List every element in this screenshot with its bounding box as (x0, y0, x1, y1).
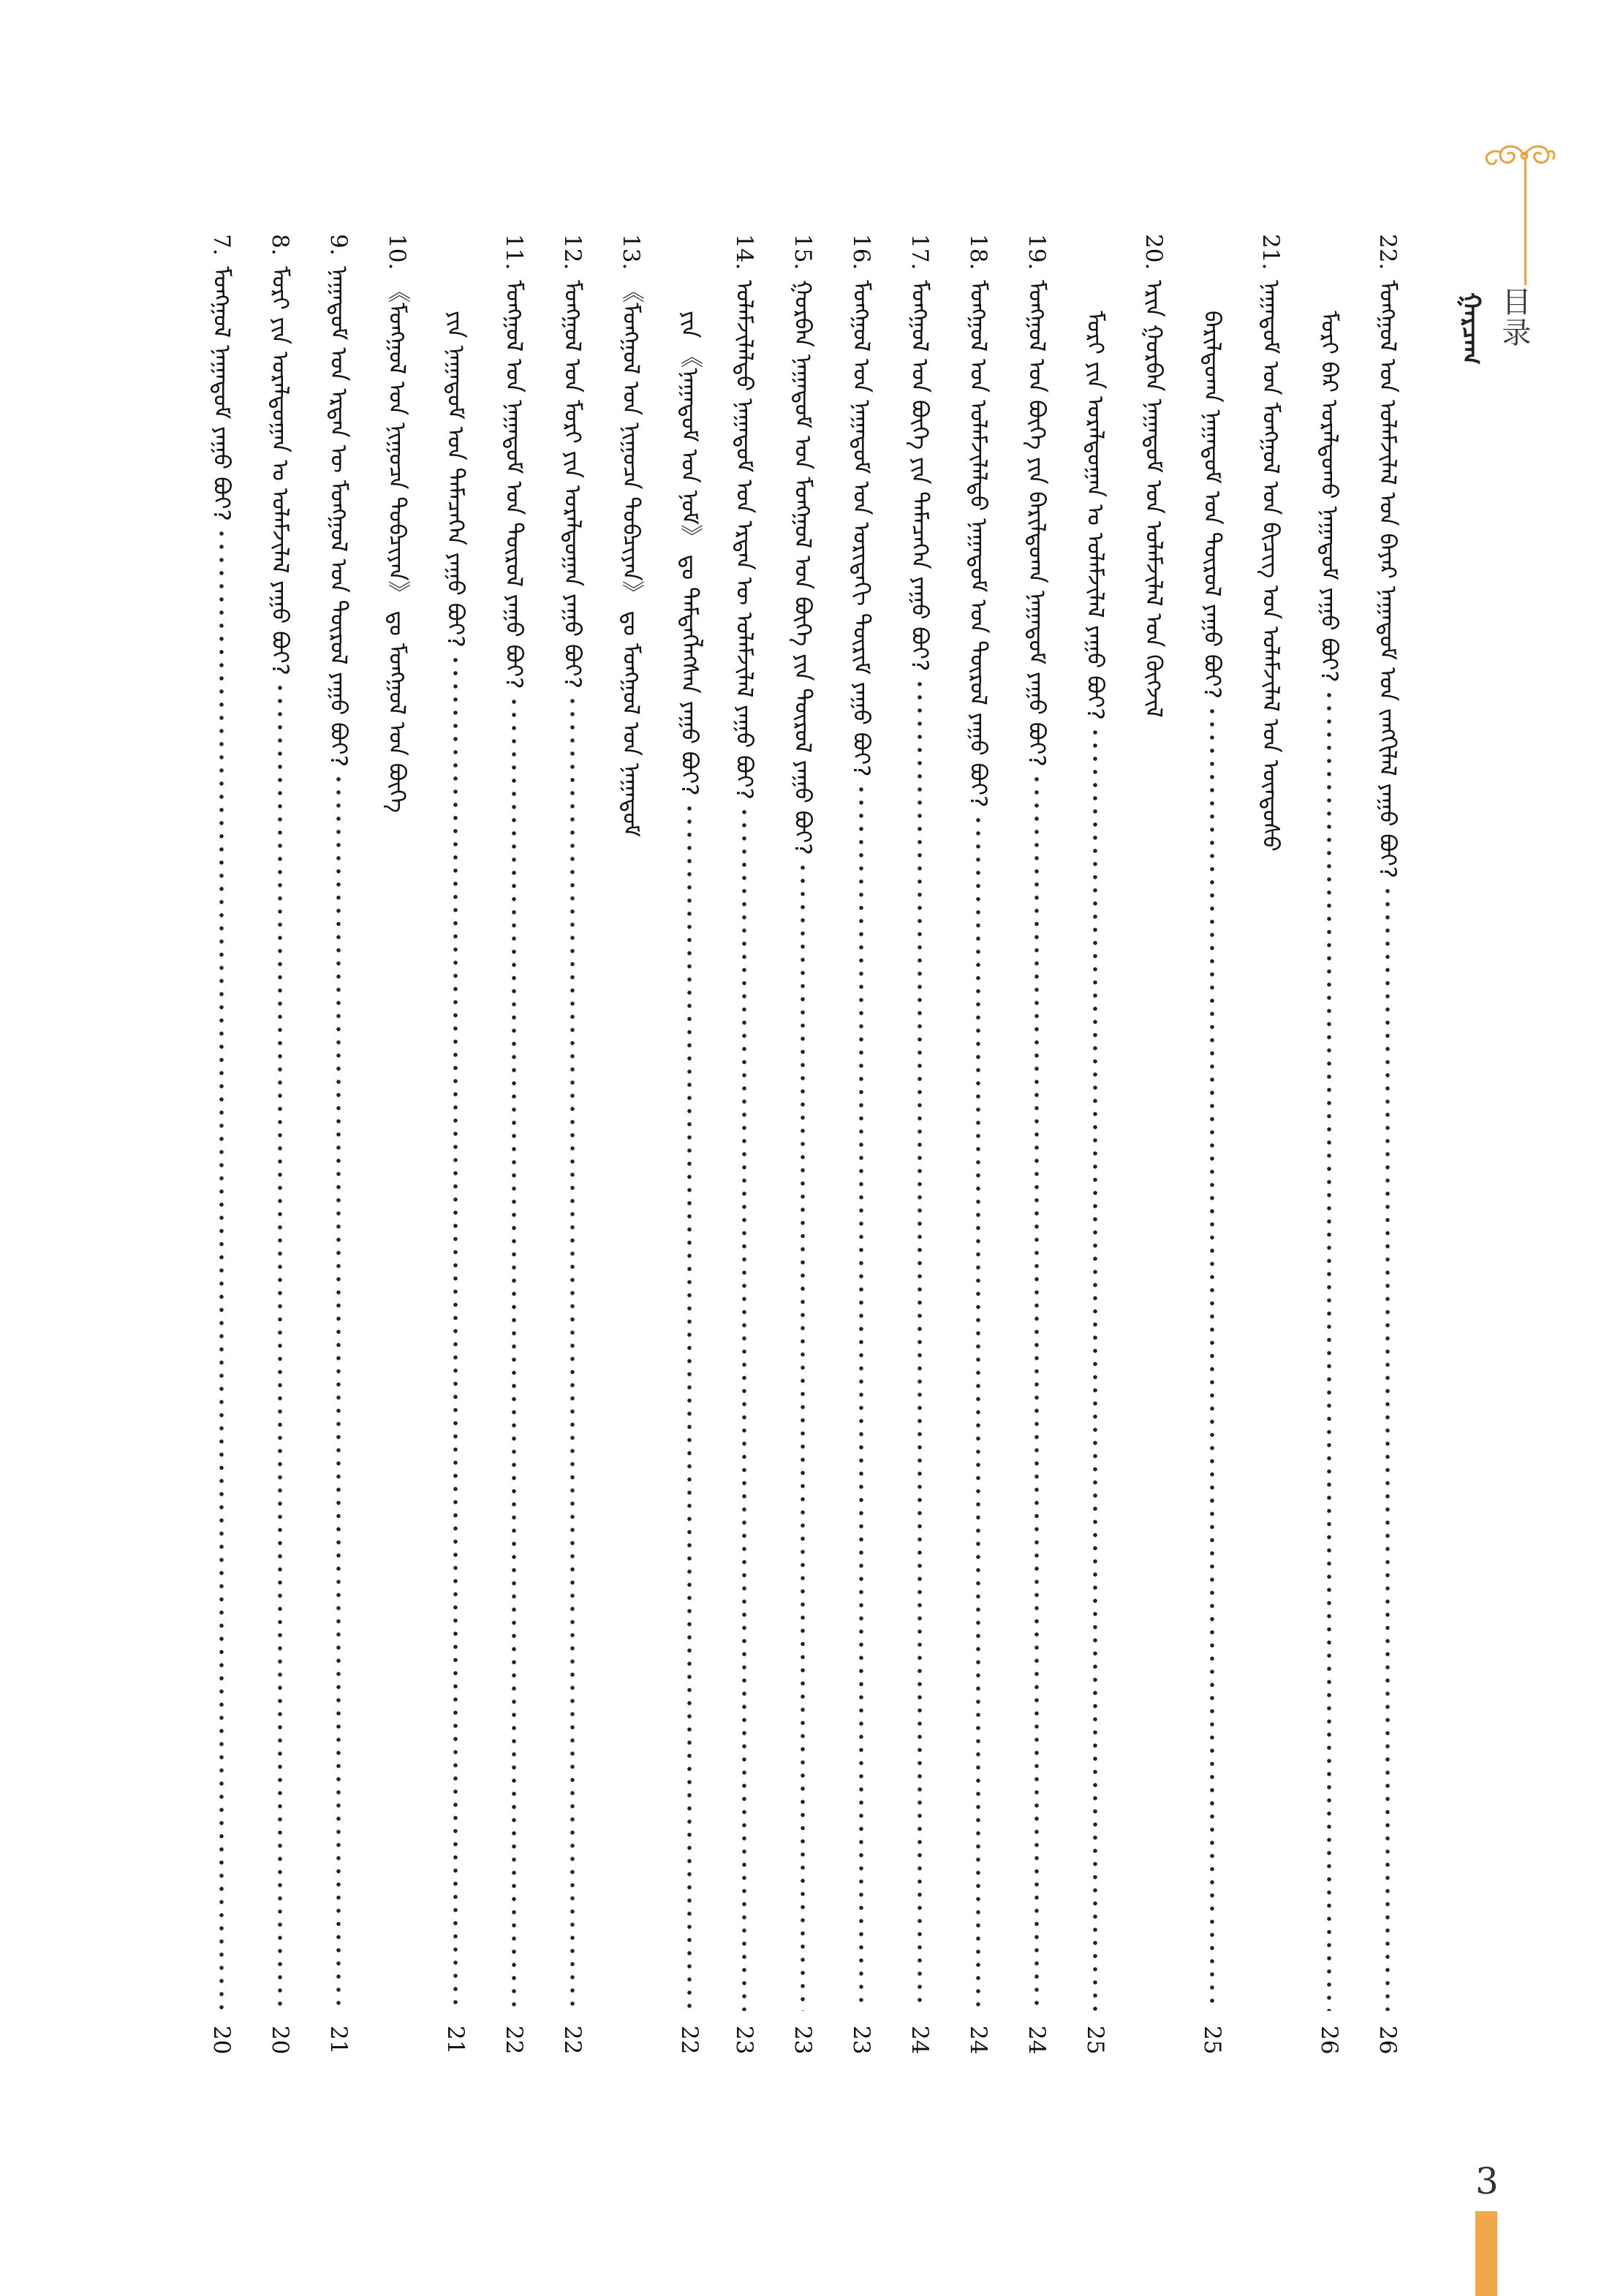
toc-entry-page: 22 (501, 2025, 527, 2054)
toc-entry-number: 12. (559, 234, 586, 270)
toc-entry-title: 《ᠮᠣᠩᠭᠣᠯ ᠤᠨ ᠨᠢᠭᠤᠴᠠ ᠲᠣᠪᠴᠢᠶᠠᠨ》 ᠳᠤ ᠮᠣᠩᠭᠣᠯ ᠤᠨ ᠪᠥᠬᠡ (384, 280, 410, 814)
dot-leader (201, 527, 242, 2011)
toc-entry-number: 15. (790, 234, 816, 270)
dot-leader (669, 802, 710, 2011)
toc-entry-page: 22 (676, 2025, 703, 2054)
toc-entry-title: ᠮᠣᠩᠭᠣᠯ ᠨᠠᠭᠠᠳᠤᠮ ᠶᠠᠭᠤ ᠪᠤᠢ? (208, 265, 235, 521)
dot-leader (1192, 705, 1233, 2011)
toc-entry-number: 21. (1257, 234, 1284, 270)
dot-leader (318, 773, 359, 2011)
toc-entry-number: 14. (731, 234, 757, 270)
toc-entry-number: 17. (907, 234, 933, 270)
toc-entry-title: ᠤᠯᠠᠮᠵᠢᠯᠠᠯᠲᠤ ᠨᠠᠭᠠᠳᠤᠮ ᠤᠨ ᠡᠷᠲᠡᠨ ᠦ ᠤᠯᠠᠮᠵᠢᠯᠠᠯ ᠶᠠᠭᠤ ᠪᠤᠢ? (731, 280, 757, 800)
toc-entry-page: 26 (1316, 2025, 1342, 2054)
dot-leader (1075, 726, 1116, 2011)
toc-entry-number: 7. (208, 234, 235, 256)
toc-entry-page: 23 (731, 2025, 757, 2054)
toc-entry-title: ᠶᠢᠨ 《ᠨᠠᠭᠠᠳᠤᠮ ᠤᠨ ᠨᠣᠮ》 ᠳᠤ ᠲᠡᠮᠳᠡᠭᠯᠡᠭᠰᠡᠨ ᠶᠠᠭᠤ ᠪᠤᠢ? (676, 311, 703, 796)
toc-entry-page: 24 (907, 2025, 933, 2054)
toc-entry-title: ᠮᠣᠩᠭᠣᠯ ᠤᠨ ᠤᠯᠠᠮᠵᠢᠯᠠᠯ ᠤᠨ ᠪᠠᠶᠠᠷ ᠨᠠᠭᠠᠳᠤᠮ ᠤᠨ ᠵᠠᠩᠬᠢᠯᠠᠯ ᠶᠠᠭᠤ ᠪᠤᠢ? (1374, 280, 1401, 879)
toc-entry-title: ᠮᠣᠩᠭᠣᠯ ᠤᠨ ᠪᠥᠬᠡ ᠶᠢᠨ ᠲᠡᠮᠡᠴᠡᠭᠡᠨ ᠶᠠᠭᠤ ᠪᠤᠢ? (907, 280, 933, 672)
toc-entry-number: 11. (501, 234, 527, 270)
toc-entry-number: 13. (618, 234, 644, 270)
dot-leader (724, 806, 765, 2010)
section-title-mongolian: ᠭᠠᠷᠴᠠᠭ (1456, 292, 1486, 365)
dot-leader (1016, 773, 1057, 2010)
toc-entry-page: 26 (1374, 2025, 1401, 2054)
toc-entry-title: ᠨᠠᠭᠠᠳᠤᠮ ᠤᠨ ᠡᠷᠲᠡᠨ ᠦ ᠮᠣᠩᠭᠣᠯ ᠤᠨ ᠲᠥᠷᠥᠯ ᠶᠠᠭᠤ ᠪᠤᠢ? (325, 265, 352, 767)
toc-entry-page: 25 (1082, 2025, 1108, 2054)
toc-entry-page: 23 (848, 2025, 874, 2054)
toc-entry-title: ᠮᠣᠩᠭᠣᠯ ᠤᠨ ᠪᠥᠬᠡ ᠶᠢᠨ ᠪᠠᠷᠢᠯᠳᠤᠬᠠ ᠨᠠᠭᠠᠳᠤᠮ ᠶᠠᠭᠤ ᠪᠤᠢ? (1024, 280, 1050, 768)
toc-entry-title: ᠪᠠᠷᠢᠯᠳᠤᠬᠠ ᠨᠠᠭᠠᠳᠤᠮ ᠤᠨ ᠲᠥᠷᠥᠯ ᠶᠠᠭᠤ ᠪᠤᠢ? (1199, 311, 1225, 699)
dot-leader (435, 653, 476, 2011)
toc-entry-title: ᠭᠤᠷᠪᠠᠨ ᠨᠠᠭᠠᠳᠤᠮ ᠤᠨ ᠮᠣᠩᠭᠣᠯ ᠤᠨ ᠪᠥᠬᠡ ᠶᠢᠨ ᠲᠥᠷᠥᠯ ᠶᠠᠭᠤ ᠪᠤᠢ? (790, 280, 816, 855)
toc-entry-title: ᠮᠣᠩᠭᠣᠯ ᠤᠨ ᠮᠣᠷᠢ ᠶᠢᠨ ᠤᠷᠠᠯᠳᠤᠭᠠᠨ ᠶᠠᠭᠤ ᠪᠤᠢ? (559, 280, 586, 689)
toc-entry-title: ᠶᠢᠨ ᠨᠠᠭᠠᠳᠤᠮ ᠤᠨ ᠲᠡᠮᠡᠴᠡᠭᠡᠨ ᠶᠠᠭᠤ ᠪᠤᠢ? (442, 311, 469, 648)
scroll-ornament-icon (1475, 123, 1556, 189)
section-title-chinese: 目录 (1497, 287, 1531, 348)
toc-entry-title: ᠮᠣᠩᠭᠣᠯ ᠤᠨ ᠨᠠᠭᠠᠳᠤᠮ ᠤᠨ ᠲᠥᠷᠥᠯ ᠶᠠᠭᠤ ᠪᠤᠢ? (501, 280, 527, 689)
dot-leader (899, 678, 940, 2011)
dot-leader (552, 694, 593, 2010)
toc-entry-number: 20. (1140, 234, 1167, 270)
dot-leader (841, 783, 882, 2011)
toc-entry-number: 8. (267, 234, 293, 256)
toc-entry-number: 10. (384, 234, 410, 270)
toc-entry-number: 19. (1024, 234, 1050, 270)
toc-entry-page: 20 (208, 2025, 235, 2054)
toc-entry-page: 24 (1024, 2025, 1050, 2054)
toc-entry-title: ᠮᠣᠷᠢ ᠶᠢᠨ ᠤᠷᠠᠯᠳᠤᠭᠠᠨ ᠤ ᠤᠯᠠᠮᠵᠢᠯᠠᠯ ᠶᠠᠭᠤ ᠪᠤᠢ? (1082, 311, 1108, 721)
toc-entry-number: 18. (965, 234, 991, 270)
page-number: 3 (1475, 2160, 1499, 2202)
toc-entry-title: ᠮᠣᠷᠢ ᠪᠠᠷ ᠤᠷᠠᠯᠳᠤᠬᠤ ᠨᠠᠭᠠᠳᠤᠮ ᠶᠠᠭᠤ ᠪᠤᠢ? (1316, 311, 1342, 683)
toc-entry-title: ᠡᠷᠢᠨ ᠭᠤᠷᠪᠠᠨ ᠨᠠᠭᠠᠳᠤᠮ ᠤᠨ ᠤᠯᠠᠮᠵᠢᠯᠠᠯ ᠤᠨ ᠬᠥᠭᠵᠢᠯ (1140, 280, 1167, 718)
toc-entry-page: 24 (965, 2025, 991, 2054)
dot-leader (958, 814, 999, 2011)
dot-leader (1309, 689, 1350, 2011)
toc-entry-page: 22 (559, 2025, 586, 2054)
toc-entry-number: 9. (325, 234, 352, 256)
dot-leader (260, 681, 300, 2011)
toc-entry-page: 21 (325, 2025, 352, 2054)
dot-leader (782, 861, 823, 2011)
toc-entry-title: ᠮᠣᠷᠢ ᠶᠢᠨ ᠤᠷᠠᠯᠳᠤᠭᠠᠨ ᠤ ᠤᠯᠠᠮᠵᠢᠯᠠᠯ ᠶᠠᠭᠤ ᠪᠤᠢ? (267, 265, 293, 675)
dot-leader (1367, 884, 1408, 2011)
toc-entry-number: 16. (848, 234, 874, 270)
page-tab (1475, 2211, 1497, 2296)
dot-leader (493, 695, 534, 2011)
toc-entry-page: 21 (442, 2025, 469, 2054)
toc-entry-number: 22. (1374, 234, 1401, 270)
toc-entry-page: 20 (267, 2025, 293, 2054)
toc-entry-title: 《ᠮᠣᠩᠭᠣᠯ ᠤᠨ ᠨᠢᠭᠤᠴᠠ ᠲᠣᠪᠴᠢᠶᠠᠨ》 ᠳᠤ ᠮᠣᠩᠭᠣᠯ ᠤᠨ ᠨᠠᠭᠠᠳᠤᠮ (618, 280, 644, 838)
toc-entry-page: 25 (1199, 2025, 1225, 2054)
toc-entry-title: ᠮᠣᠩᠭᠣᠯ ᠤᠨ ᠤᠯᠠᠮᠵᠢᠯᠠᠯᠲᠤ ᠨᠠᠭᠠᠳᠤᠮ ᠤᠨ ᠲᠥᠷᠥᠯ ᠶᠠᠭᠤ ᠪᠤᠢ? (965, 280, 991, 808)
toc-entry-page: 23 (790, 2025, 816, 2054)
header-rule (1524, 157, 1526, 285)
toc-entry-title: ᠮᠣᠩᠭᠣᠯ ᠤᠨ ᠨᠠᠭᠠᠳᠤᠮ ᠤᠨ ᠤᠷᠢᠳᠠᠬᠢ ᠳᠦᠷᠢᠮ ᠶᠠᠭᠤ ᠪᠤᠢ? (848, 280, 874, 777)
toc-entry-title: ᠨᠠᠭᠠᠳᠤᠮ ᠤᠨ ᠮᠣᠩᠭᠣᠯ ᠤᠨ ᠪᠢᠴᠢᠭ ᠤᠨ ᠤᠯᠠᠮᠵᠢᠯᠠᠯ ᠤᠨ ᠦᠨᠳᠦᠰᠦ (1257, 280, 1284, 852)
